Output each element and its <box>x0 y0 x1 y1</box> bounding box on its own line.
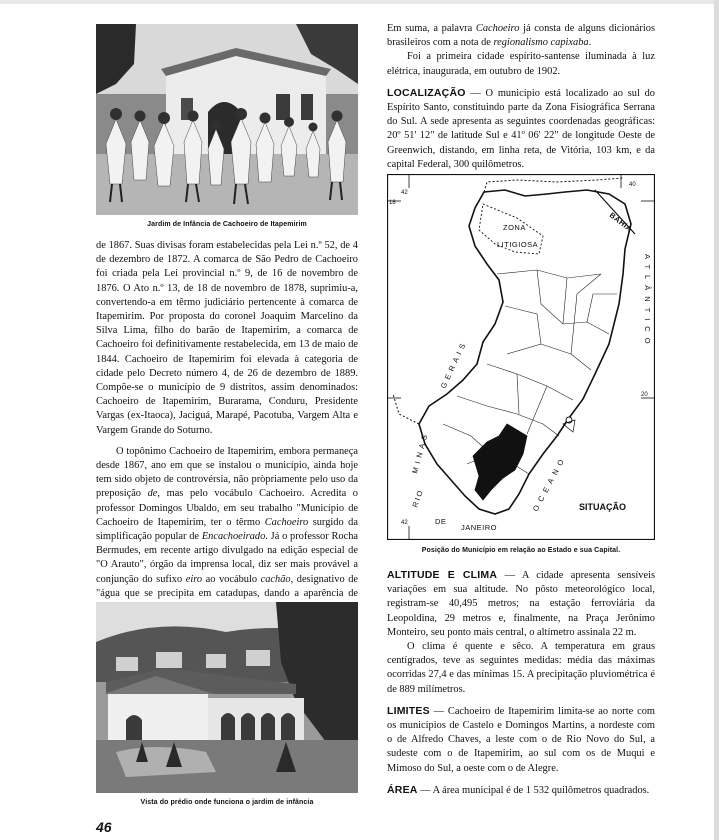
right-text-top <box>387 22 655 172</box>
emphasis: cachão <box>260 573 291 585</box>
scan-edge-right <box>714 0 719 840</box>
map-tick-label: 20 <box>641 392 648 398</box>
map-caption: Posição do Município em relação ao Estado e sua Capital. <box>421 547 621 554</box>
emphasis: regionalismo capixaba <box>493 37 589 49</box>
paragraph-history: de 1867. Suas divisas foram estabelecidas pela Lei n.º 52, de 4 de dezembro de 1872. A comarca de São Pedro de Cachoeiro foi criada pela Lei provincial n.º 9, de 16 de novembro de 1876. O Ato n.º 13, de 18 de novembro de 1878, suprimiu-a, convertendo-a em têrmo judiciário pertencente à comarca de Itapemirim. Por proposta do coronel Joaquim Marcelino da Silva Lima, filho do barão de Itapemirim, a comarca de Cachoeiro foi definitivamente restabelecida, em 13 de maio de 1844. Cachoeiro de Itapemirim foi elevada à categoria de cidade pelo Decreto número 4, de 26 de dezembro de 1889. Compõe-se o município de 9 distritos, assim denominados: Cachoeiro de Itapemirim, Burarama, Conduru, Presidente Vargas (ex-Itaoca), Jaciguá, Marapé, Pacotuba, Vargem Alta e Vargem Grande do Soturno. <box>96 240 358 436</box>
map-label-gerais: GERAIS <box>438 338 469 390</box>
photo-kindergarten-children <box>96 24 358 215</box>
map-label-janeiro: JANEIRO <box>461 523 498 532</box>
emphasis: Cachoeiro <box>264 516 309 528</box>
text-run: ao vocábulo <box>202 573 261 585</box>
text-run: . Já o professor Rocha Bermudes, em recente artigo divulgado na edição especial de "O Arauto", órgão da imprensa local, diz ser mais provável a conjunção do sufixo <box>96 531 358 585</box>
map-label-oceano: OCEANO <box>530 453 569 513</box>
text-run: O topônimo Cachoeiro de Itapemirim, embora permaneça desde 1867, ano em que se instalou o município, ainda hoje tem sido objeto de controvérsia, não pròpriamente pelo uso da preposição <box>96 445 358 500</box>
text-run: — Cachoeiro de Itapemirim limita-se ao norte com os municípios de Castelo e Domingos Martins, a nordeste com o de Alfredo Chaves, a leste com o de Rio Novo do Sul, a sudeste com o de Itapemirim, ao sul com os de Muqui e Mimoso do Sul, a oeste com o de Alegre. <box>387 705 655 774</box>
photo-illustration <box>96 24 358 215</box>
text-run: , designativo de "água que se precipita em catadupas, dando a aparência de <box>96 573 359 599</box>
heading-limits: LIMITES <box>387 704 430 717</box>
map-tick-label: 42 <box>401 190 408 196</box>
text-run: já consta de alguns dicionários brasileiros com a nota de <box>387 23 655 49</box>
right-text-bottom <box>387 568 655 798</box>
map-figure <box>387 174 655 540</box>
heading-area: ÁREA <box>387 783 418 796</box>
paragraph-location <box>387 86 655 172</box>
photo-bottom-caption: Vista do prédio onde funciona o jardim de infância <box>140 799 314 806</box>
map-svg <box>387 174 655 540</box>
photo-kindergarten-building <box>96 602 358 793</box>
paragraph-area <box>387 783 655 798</box>
map-label-bahia: BAHIA <box>607 210 634 234</box>
paragraph-climate: O clima é quente e sêco. A temperatura em graus centígrados, teve as seguintes medidas: média das máximas ocorridas 27,4 e das mínimas 15. A precipitação pluviométrica é de 889 milímetros. <box>387 641 655 695</box>
text-run: surgido da simplificação popular de <box>96 516 358 543</box>
heading-location: LOCALIZAÇÃO <box>387 86 466 99</box>
text-run: . <box>588 37 592 49</box>
map-label-rio: RIO <box>410 487 426 509</box>
map-label-minas: MINAS <box>410 429 431 475</box>
emphasis: de <box>147 488 158 500</box>
photo-illustration <box>96 602 358 793</box>
text-run: , mas pelo vocábulo Cachoeiro. Acredita o professor Domingos Ubaldo, em seu trabalho "Município de Cachoeiro de Itapemirim, ter o têrmo <box>96 488 358 528</box>
paragraph-electric-light: Foi a primeira cidade espírito-santense iluminada à luz elétrica, inaugurada, em outubro de 1902. <box>387 51 655 77</box>
text-run: — A cidade apresenta sensíveis variações em sua altitude. No pôsto meteorológico local, registram-se 40,495 metros; na estação ferroviária da Leopoldina, 29 metros e, finalmente, na Praça Jerônimo Monteiro, seu ponto mais central, o altímetro assinala 22 m. <box>387 570 655 638</box>
emphasis: Encachoeirado <box>201 531 266 543</box>
heading-altitude: ALTITUDE E CLIMA <box>387 569 498 581</box>
emphasis: eiro <box>185 573 203 585</box>
scan-edge-top <box>0 0 719 4</box>
paragraph-summary <box>387 22 655 50</box>
map-label-situacao: SITUAÇÃO <box>579 502 626 512</box>
page-number: 46 <box>96 819 112 835</box>
left-text-column <box>96 239 358 615</box>
map-tick-label: 40 <box>629 182 636 188</box>
text-run: — O município está localizado ao sul do Espírito Santo, constituindo parte da Zona Fisiográfica Serrana do Sul. A sede apresenta as seguintes coordenadas geográficas: 20º 51' 12" de latitude Sul e 41º 06' 22" de longitude Oeste de Greenwich, distando, em linha reta, de Vitória, 103 km, e da capital Federal, 300 quilômetros. <box>387 87 655 170</box>
photo-top-caption: Jardim de Infância de Cachoeiro de Itapemirim <box>147 221 307 228</box>
paragraph-toponym <box>96 445 358 615</box>
map-label-de: DE <box>435 517 447 526</box>
map-label-litigiosa: LITIGIOSA <box>497 240 539 249</box>
map-tick-label: 42 <box>401 520 408 526</box>
map-tick-label: 18 <box>389 200 396 206</box>
emphasis: Cachoeiro <box>475 23 520 34</box>
paragraph-altitude <box>387 568 655 640</box>
text-run: Em suma, a palavra <box>387 23 476 34</box>
text-run: — A área municipal é de 1 532 quilômetros quadrados. <box>417 784 650 796</box>
map-label-zona: ZONA <box>503 223 526 232</box>
paragraph-limits <box>387 704 655 776</box>
map-label-atlantico: ATLÂNTICO <box>643 254 652 350</box>
